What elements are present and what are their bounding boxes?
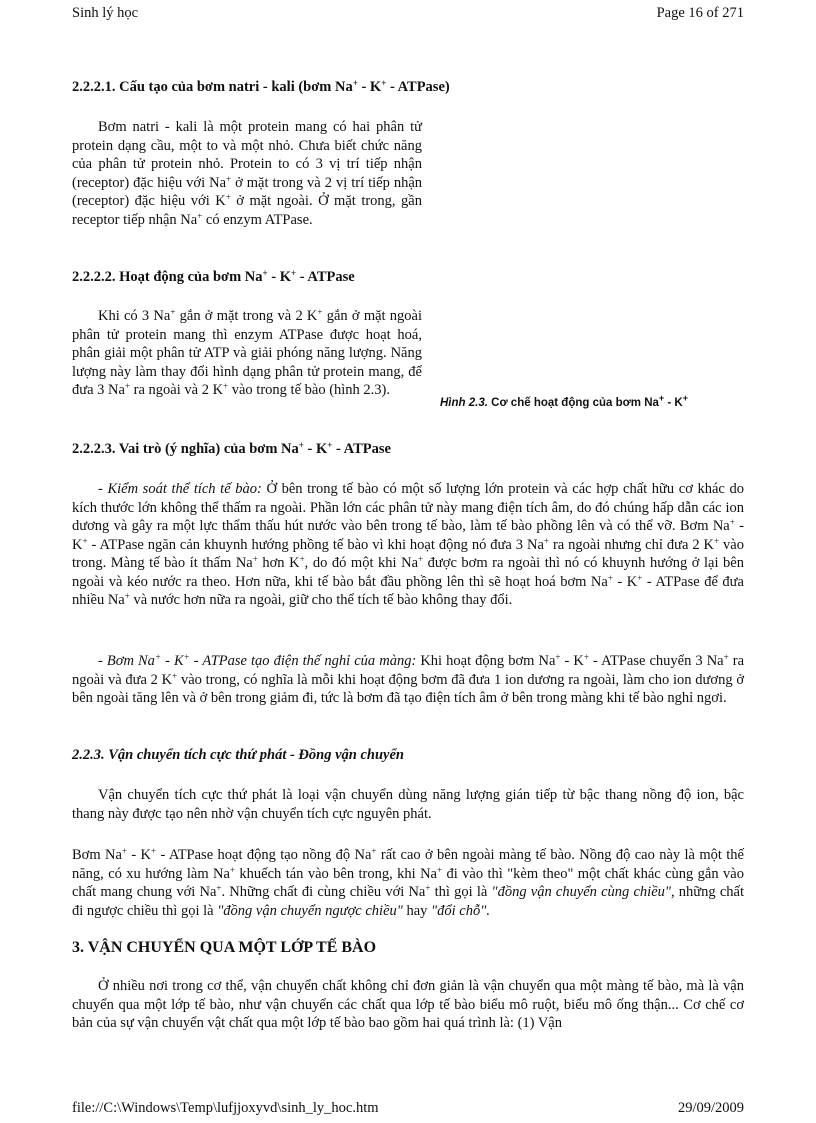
paragraph-cotransport: Bơm Na+ - K+ - ATPase hoạt động tạo nồng độ Na+ rất cao ở bên ngoài màng tế bào. Nồng độ cao này là một thế năng, có xu hướng làm Na+ khuếch tán vào bên trong, khi Na+ đi vào thì "kèm theo" một chất khác cùng gắn vào chất mang chung với Na+. Những chất đi cùng chiều với Na+ thì gọi là "đồng vận chuyển cùng chiều", những chất đi ngược chiều thì gọi là "đồng vận chuyển ngược chiều" hay "đổi chỗ". — [72, 846, 744, 919]
heading-2-2-2-3: 2.2.2.3. Vai trò (ý nghĩa) của bơm Na+ - K+ - ATPase — [72, 440, 391, 457]
heading-2-2-2-2: 2.2.2.2. Hoạt động của bơm Na+ - K+ - ATPase — [72, 268, 355, 285]
heading-section-3: 3. VẬN CHUYỂN QUA MỘT LỚP TẾ BÀO — [72, 939, 377, 956]
paragraph-resting-potential: - Bơm Na+ - K+ - ATPase tạo điện thế nghỉ của màng: Khi hoạt động bơm Na+ - K+ - ATPase chuyển 3 Na+ ra ngoài và đưa 2 K+ vào trong, có nghĩa là mỗi khi hoạt động bơm đã đưa 1 ion dương ra ngoài, làm cho ion dương ở bên ngoài tăng lên và ở bên trong giảm đi, tức là bơm đã tạo điện tích âm ở bên trong màng khi tế bào nghỉ ngơi. — [72, 652, 745, 706]
paragraph-pump-activity: Khi có 3 Na+ gắn ở mặt trong và 2 K+ gắn ở mặt ngoài phân tử protein mang thì enzym ATPase được hoạt hoá, phân giải một phân tử ATP và giải phóng năng lượng. Năng lượng này làm thay đổi hình dạng phân tử protein mang, để đưa 3 Na+ ra ngoài và 2 K+ vào trong tế bào (hình 2.3). — [72, 307, 423, 398]
heading-2-2-2-1: 2.2.2.1. Cấu tạo của bơm natri - kali (bơm Na+ - K+ - ATPase) — [72, 78, 450, 95]
figure-caption: Hình 2.3. Cơ chế hoạt động của bơm Na+ - K+ — [440, 393, 688, 409]
header-page-number: Page 16 of 271 — [656, 5, 744, 21]
paragraph-cell-volume-control: - Kiểm soát thể tích tế bào: Ở bên trong tế bào có một số lượng lớn protein và các hợp chất hữu cơ khác do kích thước lớn không thể thấm ra ngoài. Phần lớn các phân tử này mang điện tích âm, do đó chúng hấp dẫn các ion dương và gây ra một lực thẩm thấu hút nước vào bên trong tế bào, làm tế bào phồng lên và có thể vỡ. Bơm Na+ - K+ - ATPase ngăn cản khuynh hướng phồng tế bào vì khi hoạt động nó đưa 3 Na+ ra ngoài nhưng chỉ đưa 2 K+ vào trong. Màng tế bào ít thấm Na+ hơn K+, do đó một khi Na+ được bơm ra ngoài thì nó có khuynh hướng ở lại bên ngoài và kéo nước ra theo. Hơn nữa, khi tế bào bắt đầu phồng lên thì sẽ hoạt hoá bơm Na+ - K+ - ATPase để đưa nhiều Na+ và nước hơn nữa ra ngoài, giữ cho thể tích tế bào không thay đổi. — [72, 481, 744, 608]
paragraph-pump-structure: Bơm natri - kali là một protein mang có hai phân tử protein dạng cầu, một to và một nhỏ. Chưa biết chức năng của phân tử protein nhỏ. Protein to có 3 vị trí tiếp nhận (receptor) đặc hiệu với Na+ ở mặt trong và 2 vị trí tiếp nhận (receptor) đặc hiệu với K+ ở mặt ngoài. Ở mặt trong, gần receptor tiếp nhận Na+ có enzym ATPase. — [72, 119, 423, 228]
paragraph-epithelial-transport: Ở nhiều nơi trong cơ thể, vận chuyển chất không chỉ đơn giản là vận chuyển qua một màng tế bào, mà là vận chuyển qua một lớp tế bào, như vận chuyển các chất qua lớp tế bào biểu mô ruột, biểu mô ống thận... Cơ chế cơ bản của sự vận chuyển vật chất qua một lớp tế bào bao gồm hai quá trình là: (1) Vận — [72, 978, 744, 1031]
paragraph-secondary-transport: Vận chuyển tích cực thứ phát là loại vận chuyển dùng năng lượng gián tiếp từ bậc thang nồng độ ion, bậc thang này được tạo nên nhờ vận chuyển tích cực nguyên phát. — [72, 787, 744, 822]
footer-date: 29/09/2009 — [677, 1100, 744, 1116]
header-title: Sinh lý học — [72, 5, 139, 21]
footer-file-path: file://C:\Windows\Temp\lufjjoxyvd\sinh_ly_hoc.htm — [72, 1100, 379, 1116]
heading-2-2-3: 2.2.3. Vận chuyển tích cực thứ phát - Đồng vận chuyển — [72, 747, 404, 763]
